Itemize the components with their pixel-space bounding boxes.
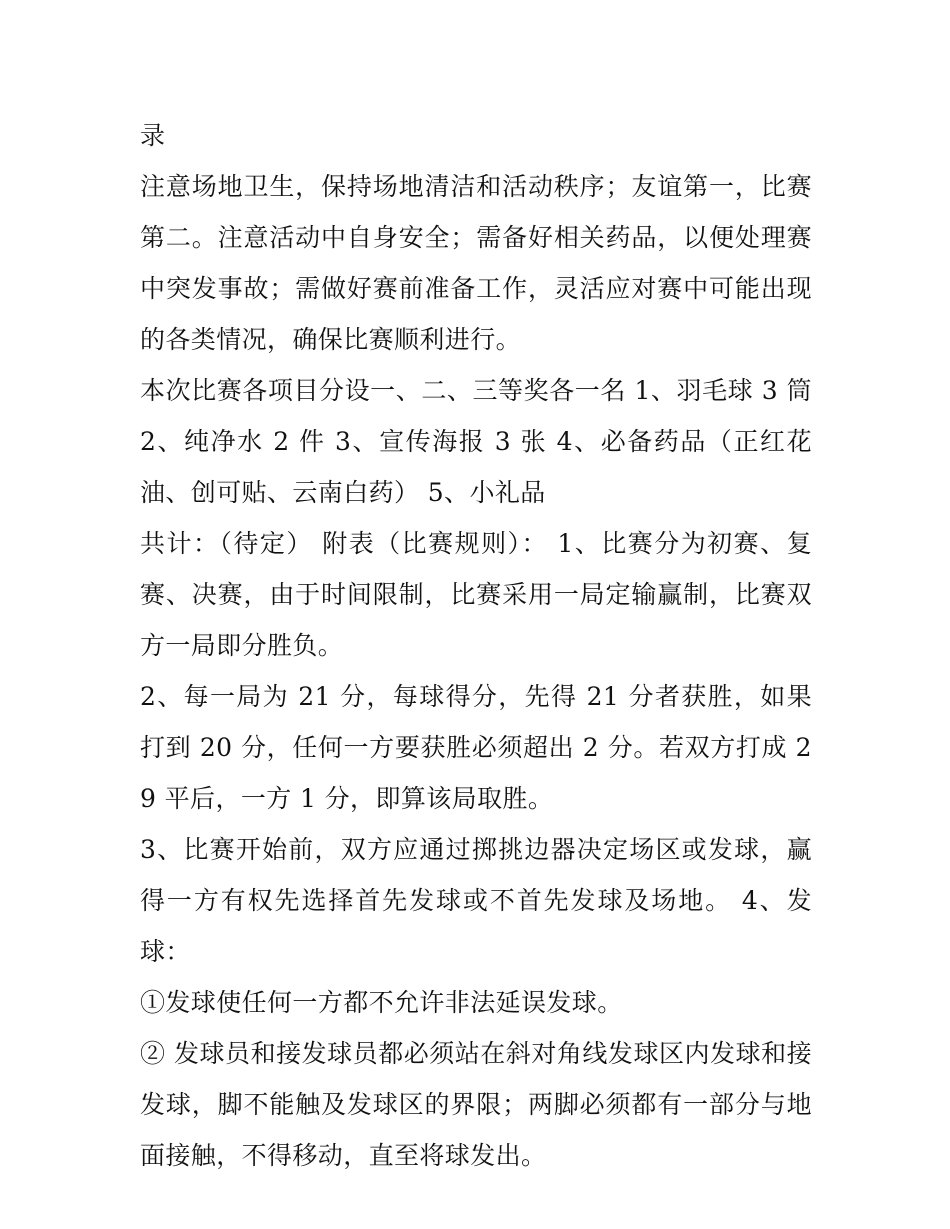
paragraph-total-and-rule-1: 共计：（待定） 附表（比赛规则）： 1、比赛分为初赛、复赛、决赛，由于时间限制，比赛采用一局定输赢制，比赛双方一局即分胜负。 [140,529,812,660]
document-body [140,110,812,1181]
paragraph-rule-3-and-4: 3、比赛开始前，双方应通过掷挑边器决定场区或发球，赢得一方有权先选择首先发球或不首先发球及场地。 4、发球： [140,835,812,966]
paragraph-serve-rule-2: ② 发球员和接发球员都必须站在斜对角线发球区内发球和接发球，脚不能触及发球区的界限；两脚必须都有一部分与地面接触，不得移动，直至将球发出。 [140,1039,812,1170]
paragraph-serve-rule-1: ①发球使任何一方都不允许非法延误发球。 [140,988,623,1017]
paragraph-safety-notes: 注意场地卫生，保持场地清洁和活动秩序；友谊第一，比赛第二。注意活动中自身安全；需备好相关药品，以便处理赛中突发事故；需做好赛前准备工作，灵活应对赛中可能出现的各类情况，确保比赛顺利进行。 [140,172,812,354]
paragraph-rule-2-scoring: 2、每一局为 21 分，每球得分，先得 21 分者获胜，如果打到 20 分，任何一方要获胜必须超出 2 分。若双方打成 29 平后，一方 1 分，即算该局取胜。 [140,682,812,813]
paragraph-heading-fragment: 录 [140,121,166,150]
paragraph-prizes-and-supplies: 本次比赛各项目分设一、二、三等奖各一名 1、羽毛球 3 筒 2、纯净水 2 件 3、宣传海报 3 张 4、必备药品（正红花油、创可贴、云南白药） 5、小礼品 [140,376,812,507]
